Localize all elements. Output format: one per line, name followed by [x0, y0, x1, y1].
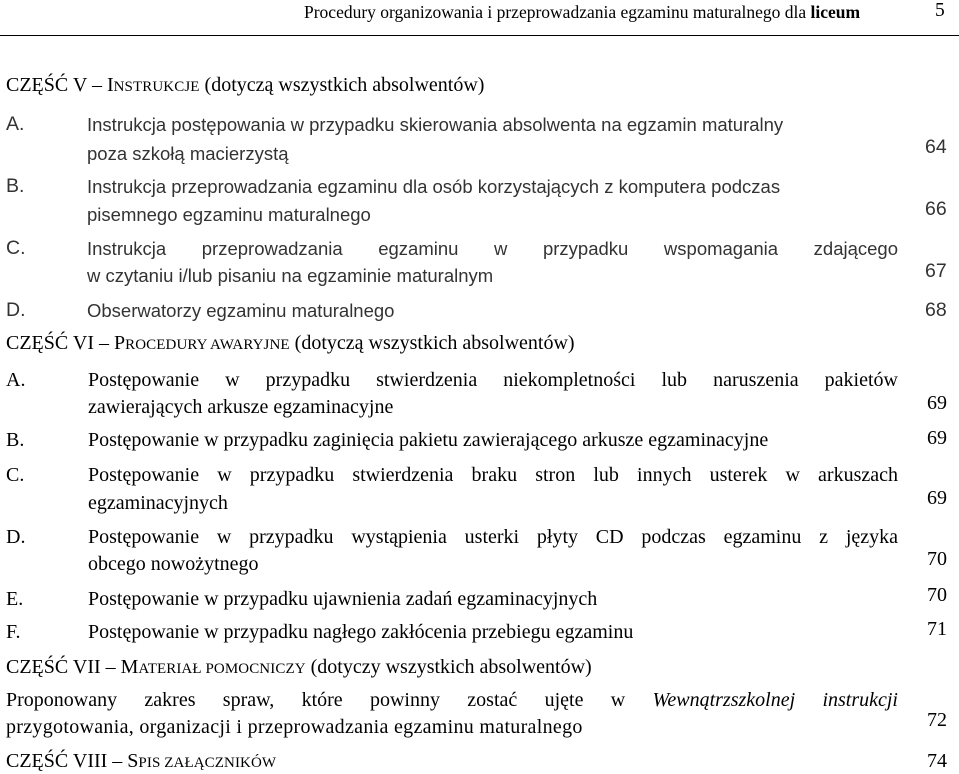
item-line: pisemnego egzaminu maturalnego: [87, 204, 371, 225]
section-heading-prefix: CZĘŚĆ VIII – S: [6, 750, 139, 772]
item-letter: C.: [6, 464, 25, 486]
item-line: Postępowanie w przypadku nagłego zakłócenia przebiegu egzaminu: [88, 621, 634, 643]
item-page: 68: [925, 299, 947, 321]
part7-italic-title: Wewnątrzszkolnej instrukcji: [652, 689, 898, 711]
item-page: 67: [925, 260, 947, 282]
item-page: 64: [925, 136, 947, 158]
item-line: Postępowanie w przypadku wystąpienia usterki płyty CD podczas egzaminu z języka: [88, 526, 898, 548]
item-letter: F.: [6, 621, 21, 643]
item-line: Instrukcja przeprowadzania egzaminu w przypadku wspomagania zdającego: [87, 238, 898, 259]
item-line: Postępowanie w przypadku stwierdzenia braku stron lub innych usterek w arkuszach: [88, 464, 898, 486]
item-page: 69: [927, 427, 947, 449]
section-heading-prefix: CZĘŚĆ VII – M: [6, 656, 139, 678]
section-heading-part5: [6, 74, 484, 97]
part7-text: Proponowany zakres spraw, które powinny zostać ujęte w: [6, 689, 653, 711]
header-rule: [0, 35, 959, 36]
item-page: 71: [927, 618, 947, 640]
section-heading-part6: [6, 332, 575, 355]
item-line-justified: [88, 464, 898, 487]
item-line: Obserwatorzy egzaminu maturalnego: [87, 300, 395, 321]
item-letter: C.: [6, 237, 26, 259]
item-line: egzaminacyjnych: [88, 492, 228, 514]
item-letter: E.: [6, 588, 24, 610]
header-text: Procedury organizowania i przeprowadzania egzaminu maturalnego dla: [304, 2, 807, 22]
section-heading-part8: [6, 750, 276, 773]
section-heading-smallcaps: ROCEDURY AWARYJNE: [125, 337, 290, 353]
item-letter: A.: [6, 369, 26, 391]
item-page: 69: [927, 487, 947, 509]
item-line-justified: [88, 526, 898, 549]
item-letter: B.: [6, 175, 25, 197]
section-heading-part7: [6, 656, 592, 679]
item-line: Postępowanie w przypadku ujawnienia zadań egzaminacyjnych: [88, 588, 598, 610]
item-line: Postępowanie w przypadku stwierdzenia niekompletności lub naruszenia pakietów: [88, 369, 898, 391]
section-heading-suffix: (dotyczą wszystkich absolwentów): [289, 332, 575, 354]
part7-line-justified: [6, 689, 898, 712]
item-page: 66: [925, 198, 947, 220]
page-number: 5: [935, 0, 945, 21]
section-heading-prefix: CZĘŚĆ VI – P: [6, 332, 126, 354]
item-line: obcego nowożytnego: [88, 553, 259, 575]
item-letter: D.: [6, 299, 26, 321]
item-letter: D.: [6, 526, 26, 548]
section-heading-smallcaps: PIS ZAŁĄCZNIKÓW: [138, 755, 277, 771]
item-line: Instrukcja przeprowadzania egzaminu dla osób korzystających z komputera podczas: [87, 176, 781, 197]
section-heading-prefix: CZĘŚĆ V – I: [6, 74, 114, 96]
item-line: zawierających arkusze egzaminacyjne: [88, 396, 394, 418]
item-line: Postępowanie w przypadku zaginięcia pakietu zawierającego arkusze egzaminacyjne: [88, 429, 769, 451]
item-line-justified: [88, 369, 898, 392]
section-heading-smallcaps: ATERIAŁ POMOCNICZY: [138, 661, 306, 677]
section-heading-suffix: (dotyczą wszystkich absolwentów): [199, 74, 485, 96]
section-heading-suffix: (dotyczy wszystkich absolwentów): [305, 656, 592, 678]
item-line: poza szkołą macierzystą: [87, 143, 289, 164]
item-letter: B.: [6, 429, 25, 451]
part7-line1: [6, 689, 898, 712]
item-page: 72: [927, 709, 947, 731]
item-line: w czytaniu i/lub pisaniu na egzaminie maturalnym: [87, 265, 494, 286]
item-page: 74: [927, 750, 947, 772]
item-letter: A.: [6, 113, 25, 135]
running-header: [304, 2, 860, 23]
section-heading-smallcaps: NSTRUKCJE: [113, 79, 200, 95]
header-bold-word: liceum: [810, 2, 861, 22]
item-page: 70: [927, 584, 947, 606]
part7-line2: przygotowania, organizacji i przeprowadzania egzaminu maturalnego: [6, 716, 583, 738]
item-page: 70: [927, 548, 947, 570]
item-page: 69: [927, 392, 947, 414]
item-line-justified: [87, 238, 898, 260]
item-line: Instrukcja postępowania w przypadku skierowania absolwenta na egzamin maturalny: [87, 114, 784, 135]
